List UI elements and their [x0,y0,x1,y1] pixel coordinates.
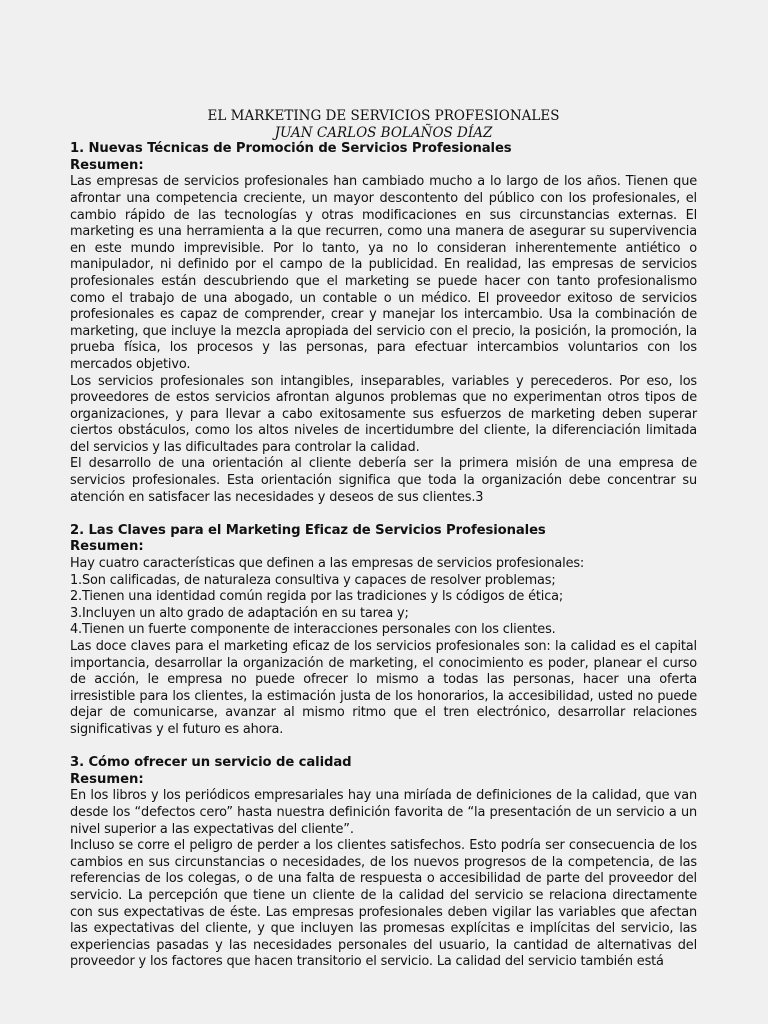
list-item: 1.Son calificadas, de naturaleza consultiva y capaces de resolver problemas; [70,572,556,588]
section-2 [70,523,697,739]
paragraph: El desarrollo de una orientación al cliente debería ser la primera misión de una empresa de servicios profesionales. Esta orientación significa que toda la organización debe concentrar su atención en satisfacer las necesidades y deseos de sus clientes.3 [70,456,697,505]
summary-label: Resumen: [70,157,144,173]
paragraph: Las empresas de servicios profesionales han cambiado mucho a lo largo de los años. Tienen que afrontar una competencia creciente, un mayor descontento del público con los profesionales, el cambio rápido de las tecnologías y otras modificaciones en sus circunstancias externas. El marketing es una herramienta a la que recurren, como una manera de asegurar su supervivencia en este mundo imprevisible. Por lo tanto, ya no lo consideran inherentemente antiético o manipulador, ni definido por el campo de la publicidad. En realidad, las empresas de servicios profesionales están descubriendo que el marketing se puede hacer con tanto profesionalismo como el trabajo de una abogado, un contable o un médico. El proveedor exitoso de servicios profesionales es capaz de comprender, crear y manejar los intercambio. Usa la combinación de marketing, que incluye la mezcla apropiada del servicio con el precio, la posición, la promoción, la prueba física, los procesos y las personas, para efectuar intercambios voluntarios con los mercados objetivo. [70,174,697,372]
paragraph: Las doce claves para el marketing eficaz de los servicios profesionales son: la calidad es el capital importancia, desarrollar la organización de marketing, el conocimiento es poder, planear el curso de acción, le empresa no puede ofrecer lo mismo a todas las personas, hacer una oferta irresistible para los clientes, la estimación justa de los honorarios, la accesibilidad, usted no puede dejar de comunicarse, avanzar al mismo ritmo que el tren electrónico, desarrollar relaciones significativas y el futuro es ahora. [70,639,697,737]
list-intro: Hay cuatro características que definen a las empresas de servicios profesionales: [70,556,585,572]
section-1 [70,141,697,506]
section-heading: 1. Nuevas Técnicas de Promoción de Servicios Profesionales [70,141,512,157]
summary-label: Resumen: [70,539,144,555]
list-item: 4.Tienen un fuerte componente de interacciones personales con los clientes. [70,622,556,638]
paragraph: Incluso se corre el peligro de perder a los clientes satisfechos. Esto podría ser consecuencia de los cambios en sus circunstancias o necesidades, de los nuevos progresos de la competencia, de las referencias de los colegas, o de una falta de respuesta o accesibilidad de parte del proveedor del servicio. La percepción que tiene un cliente de la calidad del servicio se relaciona directamente con sus expectativas de éste. Las empresas profesionales deben vigilar las variables que afectan las expectativas del cliente, y que incluyen las promesas explícitas e implícitas del servicio, las experiencias pasadas y las necesidades personales del usuario, la cantidad de alternativas del proveedor y los factores que hacen transitorio el servicio. La calidad del servicio también está [70,838,697,970]
section-heading: 2. Las Claves para el Marketing Eficaz de Servicios Profesionales [70,522,546,538]
document-title: EL MARKETING DE SERVICIOS PROFESIONALES [207,108,560,124]
section-heading: 3. Cómo ofrecer un servicio de calidad [70,755,352,771]
document-author: JUAN CARLOS BOLAÑOS DÍAZ [274,124,493,141]
paragraph: En los libros y los periódicos empresariales hay una miríada de definiciones de la calidad, que van desde los “defectos cero” hasta nuestra definición favorita de “la presentación de un servicio a un nivel superior a las expectativas del cliente”. [70,788,697,837]
section-3 [70,755,697,971]
summary-label: Resumen: [70,771,144,787]
list-item: 2.Tienen una identidad común regida por las tradiciones y ls códigos de ética; [70,589,564,605]
list-item: 3.Incluyen un alto grado de adaptación en su tarea y; [70,605,409,621]
paragraph: Los servicios profesionales son intangibles, inseparables, variables y perecederos. Por eso, los proveedores de estos servicios afrontan algunos problemas que no experimentan otros tipos de organizaciones, y para llevar a cabo exitosamente sus esfuerzos de marketing deben superar ciertos obstáculos, como los altos niveles de incertidumbre del cliente, la diferenciación limitada del servicios y las dificultades para controlar la calidad. [70,373,697,455]
